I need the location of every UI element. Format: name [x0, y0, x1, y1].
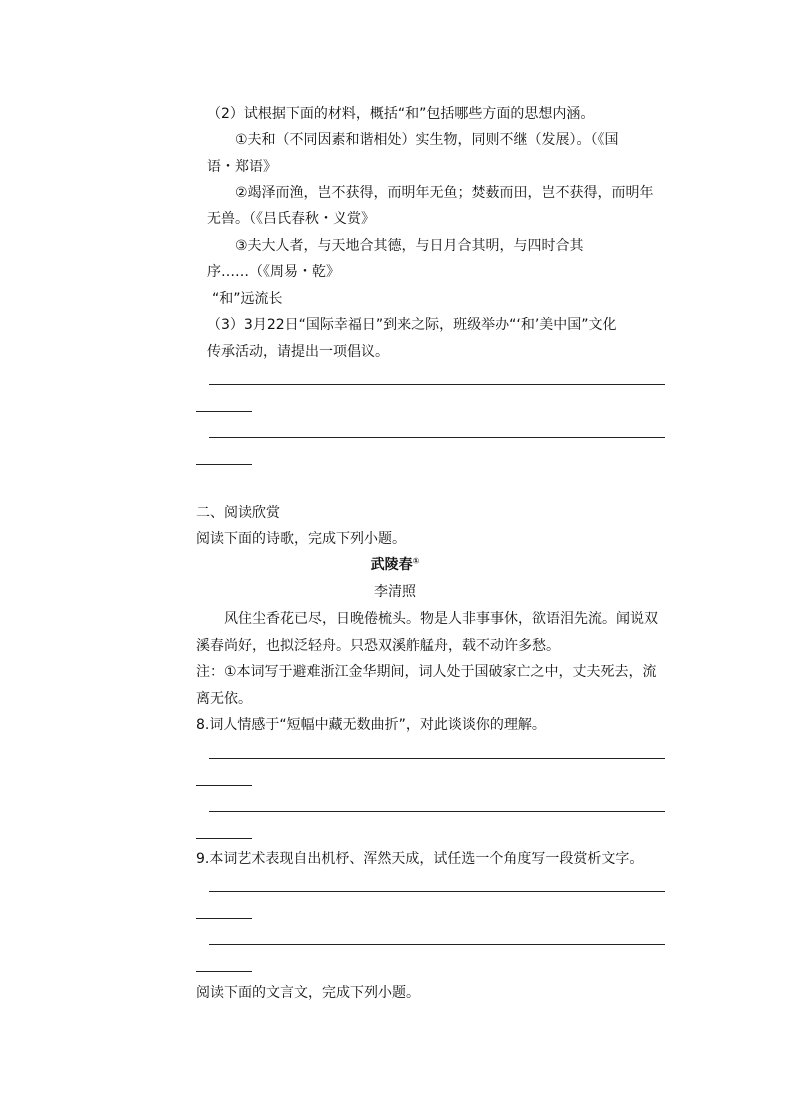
material-1-line1: ①夫和（不同因素和谐相处）实生物，同则不继（发展）。（《国	[235, 132, 619, 148]
material-3-line1: ③夫大人者，与天地合其德，与日月合其明，与四时合其	[235, 238, 584, 254]
answer-line-short[interactable]	[196, 464, 252, 465]
material-1-line2: 语・郑语》	[207, 159, 277, 175]
poem-line1: 风住尘香花已尽，日晚倦梳头。物是人非事事休，欲语泪先流。闻说双	[224, 611, 658, 627]
answer-line-short[interactable]	[196, 411, 252, 412]
subheading: “和”远流长	[212, 291, 283, 307]
answer-line-short[interactable]	[196, 918, 252, 919]
answer-line[interactable]	[209, 811, 665, 812]
intro-prose: 阅读下面的文言文，完成下列小题。	[196, 985, 420, 1001]
intro-poem: 阅读下面的诗歌，完成下列小题。	[196, 531, 406, 547]
section-title: 二、阅读欣赏	[196, 505, 280, 521]
answer-line[interactable]	[209, 384, 665, 385]
poem-author: 李清照	[374, 584, 416, 600]
poem-title-text: 武陵春	[370, 557, 413, 573]
poem-note-mark: ①	[412, 556, 420, 566]
note-line2: 离无依。	[196, 691, 252, 707]
question-9: 9.本词艺术表现自出机杼、浑然天成，试任选一个角度写一段赏析文字。	[196, 851, 644, 867]
note-line1: 注：①本词写于避难浙江金华期间，词人处于国破家亡之中，丈夫死去，流	[196, 664, 657, 680]
q3-line1: （3）3月22日“国际幸福日”到来之际，班级举办“‘和’美中国”文化	[207, 317, 617, 333]
answer-line-short[interactable]	[196, 785, 252, 786]
answer-line[interactable]	[209, 891, 665, 892]
material-3-line2: 序……（《周易・乾》	[207, 264, 340, 280]
answer-line[interactable]	[209, 944, 665, 945]
answer-line-short[interactable]	[196, 971, 252, 972]
answer-line[interactable]	[209, 437, 665, 438]
poem-title	[0, 555, 790, 575]
answer-line-short[interactable]	[196, 838, 252, 839]
material-2-line1: ②竭泽而渔，岂不获得，而明年无鱼；焚薮而田，岂不获得，而明年	[235, 185, 654, 201]
answer-line[interactable]	[209, 758, 665, 759]
question-8: 8.词人情感于“短幅中藏无数曲折”，对此谈谈你的理解。	[196, 717, 546, 733]
poem-line2: 溪春尚好，也拟泛轻舟。只恐双溪舴艋舟，载不动许多愁。	[196, 638, 560, 654]
q3-line2: 传承活动，请提出一项倡议。	[207, 344, 389, 360]
q2-prompt: （2）试根据下面的材料，概括“和”包括哪些方面的思想内涵。	[207, 106, 595, 122]
material-2-line2: 无兽。（《吕氏春秋・义赏》	[207, 211, 375, 227]
